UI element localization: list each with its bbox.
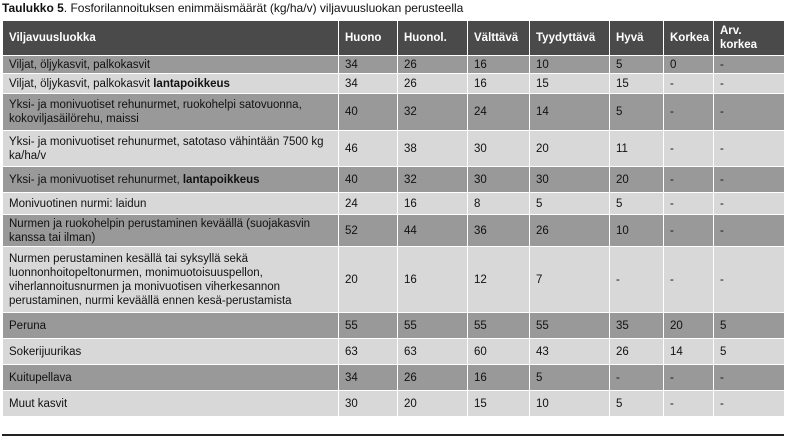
cell-tyydyttava: 26 — [530, 215, 610, 247]
cell-huono: 46 — [339, 131, 398, 167]
cell-arv-korkea: - — [714, 247, 785, 313]
cell-arv-korkea: - — [714, 56, 785, 74]
cell-valttava: 8 — [468, 193, 530, 215]
caption-text: . Fosforilannoituksen enimmäismäärät (kg/ha/v) viljavuusluokan perusteella — [63, 1, 464, 15]
cell-tyydyttava: 10 — [530, 56, 610, 74]
cell-huono: 24 — [339, 193, 398, 215]
cell-tyydyttava: 5 — [530, 365, 610, 391]
cell-hyva: 5 — [610, 391, 664, 417]
row-label: Muut kasvit — [3, 391, 339, 417]
caption-label: Taulukko 5 — [2, 1, 64, 15]
cell-korkea: - — [664, 74, 714, 94]
cell-huono: 55 — [339, 313, 398, 339]
cell-hyva: 20 — [610, 167, 664, 193]
cell-korkea: - — [664, 193, 714, 215]
cell-tyydyttava: 5 — [530, 193, 610, 215]
header-tyydyttava: Tyydyttävä — [530, 21, 610, 56]
cell-korkea: 0 — [664, 56, 714, 74]
cell-korkea: - — [664, 247, 714, 313]
row-label: Viljat, öljykasvit, palkokasvit lantapoikkeus — [3, 74, 339, 94]
cell-arv-korkea: - — [714, 193, 785, 215]
row-label: Kuitupellava — [3, 365, 339, 391]
cell-arv-korkea: 5 — [714, 313, 785, 339]
row-label: Nurmen ja ruokohelpin perustaminen keväällä (suojakasvin kanssa tai ilman) — [3, 215, 339, 247]
cell-huono: 20 — [339, 247, 398, 313]
cell-arv-korkea: - — [714, 215, 785, 247]
cell-huono: 52 — [339, 215, 398, 247]
cell-korkea: - — [664, 94, 714, 131]
header-row — [3, 21, 785, 56]
table-row — [3, 339, 785, 365]
cell-valttava: 30 — [468, 167, 530, 193]
row-label: Viljat, öljykasvit, palkokasvit — [3, 56, 339, 74]
row-label: Yksi- ja monivuotiset rehunurmet, satotaso vähintään 7500 kg ka/ha/v — [3, 131, 339, 167]
table-row — [3, 56, 785, 74]
cell-korkea: - — [664, 391, 714, 417]
cell-hyva: 5 — [610, 94, 664, 131]
cell-tyydyttava: 10 — [530, 391, 610, 417]
cell-korkea: - — [664, 365, 714, 391]
cell-huono: 40 — [339, 94, 398, 131]
cell-huonol: 16 — [398, 193, 468, 215]
header-hyva: Hyvä — [610, 21, 664, 56]
table-row — [3, 167, 785, 193]
cell-valttava: 55 — [468, 313, 530, 339]
cell-hyva: 5 — [610, 56, 664, 74]
table-row — [3, 215, 785, 247]
cell-huonol: 26 — [398, 74, 468, 94]
cell-huono: 40 — [339, 167, 398, 193]
bottom-rule — [2, 434, 784, 436]
row-label: Yksi- ja monivuotiset rehunurmet, ruokohelpi satovuonna, kokoviljasäilörehu, maissi — [3, 94, 339, 131]
cell-arv-korkea: - — [714, 365, 785, 391]
cell-korkea: - — [664, 131, 714, 167]
cell-korkea: - — [664, 167, 714, 193]
table-row — [3, 391, 785, 417]
row-label: Yksi- ja monivuotiset rehunurmet, lantapoikkeus — [3, 167, 339, 193]
cell-tyydyttava: 30 — [530, 167, 610, 193]
cell-valttava: 30 — [468, 131, 530, 167]
cell-hyva: 11 — [610, 131, 664, 167]
cell-hyva: 15 — [610, 74, 664, 94]
cell-valttava: 12 — [468, 247, 530, 313]
cell-huonol: 26 — [398, 365, 468, 391]
cell-korkea: - — [664, 215, 714, 247]
table-row — [3, 313, 785, 339]
cell-hyva: 26 — [610, 339, 664, 365]
row-label: Sokerijuurikas — [3, 339, 339, 365]
cell-huono: 34 — [339, 74, 398, 94]
cell-tyydyttava: 20 — [530, 131, 610, 167]
cell-valttava: 24 — [468, 94, 530, 131]
cell-valttava: 15 — [468, 391, 530, 417]
table-row — [3, 74, 785, 94]
bold-note: lantapoikkeus — [182, 173, 260, 186]
row-label: Monivuotinen nurmi: laidun — [3, 193, 339, 215]
cell-valttava: 16 — [468, 365, 530, 391]
cell-arv-korkea: - — [714, 94, 785, 131]
cell-valttava: 16 — [468, 56, 530, 74]
cell-huonol: 26 — [398, 56, 468, 74]
cell-arv-korkea: - — [714, 74, 785, 94]
cell-hyva: - — [610, 365, 664, 391]
header-huono: Huono — [339, 21, 398, 56]
table-row — [3, 365, 785, 391]
cell-tyydyttava: 15 — [530, 74, 610, 94]
cell-valttava: 60 — [468, 339, 530, 365]
table-row — [3, 193, 785, 215]
row-label: Peruna — [3, 313, 339, 339]
cell-huonol: 32 — [398, 94, 468, 131]
cell-korkea: 14 — [664, 339, 714, 365]
header-viljavuusluokka: Viljavuusluokka — [3, 21, 339, 56]
cell-hyva: 10 — [610, 215, 664, 247]
cell-huonol: 63 — [398, 339, 468, 365]
cell-korkea: 20 — [664, 313, 714, 339]
cell-huono: 34 — [339, 56, 398, 74]
table-caption — [2, 0, 463, 18]
cell-huonol: 20 — [398, 391, 468, 417]
cell-tyydyttava: 14 — [530, 94, 610, 131]
header-huonol: Huonol. — [398, 21, 468, 56]
cell-tyydyttava: 43 — [530, 339, 610, 365]
header-valttava: Välttävä — [468, 21, 530, 56]
cell-arv-korkea: - — [714, 391, 785, 417]
table-row — [3, 247, 785, 313]
cell-tyydyttava: 55 — [530, 313, 610, 339]
cell-arv-korkea: - — [714, 131, 785, 167]
row-label: Nurmen perustaminen kesällä tai syksyllä sekä luonnonhoitopeltonurmen, monimuotoisuuspellon, viherlannoitusnurmen ja monivuotisen viherkesannon perustaminen, nurmi keväällä ennen kesä-perustamista — [3, 247, 339, 313]
cell-arv-korkea: 5 — [714, 339, 785, 365]
cell-hyva: - — [610, 247, 664, 313]
cell-huonol: 32 — [398, 167, 468, 193]
table-row — [3, 131, 785, 167]
cell-valttava: 16 — [468, 74, 530, 94]
cell-huonol: 38 — [398, 131, 468, 167]
header-arv-korkea: Arv. korkea — [714, 21, 785, 56]
cell-huono: 30 — [339, 391, 398, 417]
cell-arv-korkea: - — [714, 167, 785, 193]
cell-huonol: 16 — [398, 247, 468, 313]
bold-note: lantapoikkeus — [153, 77, 230, 90]
fertilization-table — [2, 20, 785, 417]
table-row — [3, 94, 785, 131]
cell-huono: 34 — [339, 365, 398, 391]
cell-huonol: 55 — [398, 313, 468, 339]
cell-huono: 63 — [339, 339, 398, 365]
cell-hyva: 35 — [610, 313, 664, 339]
header-korkea: Korkea — [664, 21, 714, 56]
cell-hyva: 5 — [610, 193, 664, 215]
cell-tyydyttava: 7 — [530, 247, 610, 313]
cell-valttava: 36 — [468, 215, 530, 247]
cell-huonol: 44 — [398, 215, 468, 247]
